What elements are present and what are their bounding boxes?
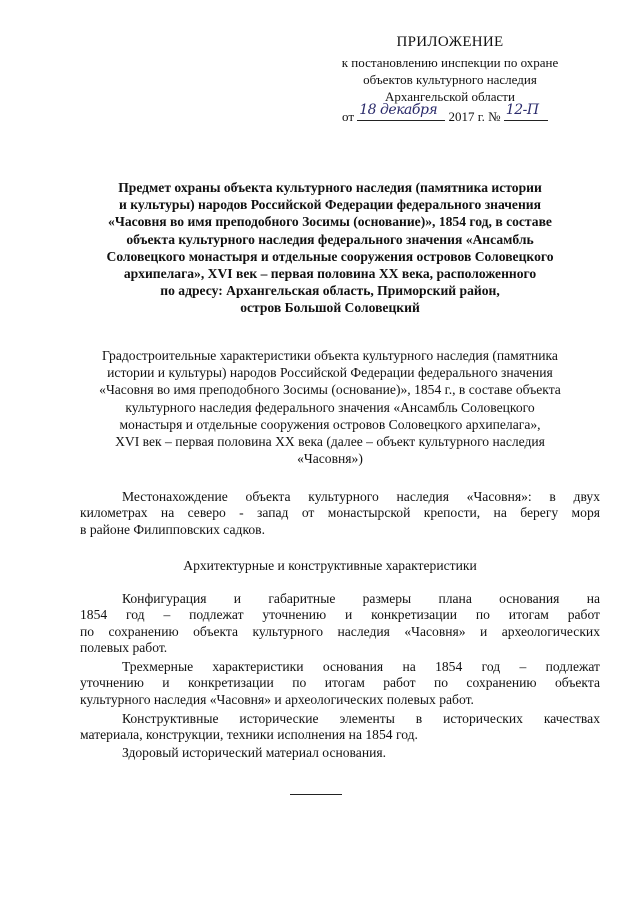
- subheading-line: истории и культуры) народов Российской Федерации федерального значения: [107, 365, 553, 381]
- urban-characteristics-heading: [70, 347, 590, 467]
- heading-line: остров Большой Соловецкий: [240, 300, 420, 316]
- paragraph-line: 1854 год – подлежат уточнению и конкретизации по итогам работ: [80, 607, 600, 623]
- heading-line: по адресу: Архангельская область, Приморский район,: [160, 283, 500, 299]
- subheading-line: XVI век – первая половина XX века (далее – объект культурного наследия: [115, 434, 545, 450]
- subheading-line: монастыря и отдельные сооружения островов Соловецкого архипелага»,: [119, 416, 541, 432]
- configuration-paragraph: [80, 591, 600, 657]
- year-text: 2017 г. №: [448, 109, 501, 124]
- handwritten-date-text: 18 декабря: [359, 102, 438, 118]
- subheading-line: Градостроительные характеристики объекта культурного наследия (памятника: [102, 348, 558, 363]
- paragraph-line: культурного наследия «Часовня» и археологических полевых работ.: [80, 691, 474, 707]
- appendix-title: ПРИЛОЖЕНИЕ: [396, 34, 504, 50]
- subheading-line: культурного наследия федерального значения «Ансамбль Соловецкого: [125, 399, 535, 415]
- end-divider: [290, 794, 342, 795]
- handwritten-number: [504, 102, 548, 121]
- heading-line: объекта культурного наследия федерального значения «Ансамбль: [126, 231, 534, 247]
- heading-line: Предмет охраны объекта культурного наследия (памятника истории: [118, 180, 542, 195]
- heading-line: Соловецкого монастыря и отдельные сооружения островов Соловецкого: [106, 248, 554, 264]
- appendix-block: [300, 34, 600, 125]
- paragraph-line: уточнению и конкретизации по итогам работ по сохранению объекта: [80, 675, 600, 691]
- heading-line: архипелага», XVI век – первая половина XX века, расположенного: [123, 266, 537, 282]
- paragraph-line: материала, конструкции, техники исполнения на 1854 год.: [80, 727, 418, 743]
- subheading-line: «Часовня во имя преподобного Зосимы (основание)», 1854 г., в составе объекта: [99, 382, 561, 398]
- paragraph-line: Местонахождение объекта культурного наследия «Часовня»: в двух: [122, 489, 600, 504]
- paragraph-line: по сохранению объекта культурного наследия «Часовня» и археологических: [80, 623, 600, 639]
- paragraph-line: километрах на северо - запад от монастырской крепости, на берегу моря: [80, 505, 600, 521]
- paragraph-line: Конфигурация и габаритные размеры плана основания на: [122, 591, 600, 606]
- heading-line: «Часовня во имя преподобного Зосимы (основание)», 1854 год, в составе: [108, 214, 552, 230]
- heading-line: и культуры) народов Российской Федерации федерального значения: [119, 197, 541, 213]
- constructive-paragraph: [80, 711, 600, 744]
- handwritten-number-text: 12-П: [505, 102, 539, 118]
- section-title: Архитектурные и конструктивные характеристики: [183, 558, 477, 573]
- appendix-line-1: к постановлению инспекции по охране: [341, 55, 559, 70]
- location-paragraph: [80, 489, 600, 538]
- appendix-line-2: объектов культурного наследия: [363, 72, 537, 87]
- date-prefix: от: [342, 109, 355, 124]
- paragraph-line: в районе Филипповских садков.: [80, 521, 265, 537]
- healthy-material-paragraph: [80, 745, 600, 761]
- appendix-line-3: Архангельской области: [385, 89, 515, 104]
- paragraph-line: Здоровый исторический материал основания.: [122, 745, 387, 760]
- paragraph-line: Трехмерные характеристики основания на 1854 год – подлежат: [122, 659, 600, 674]
- subheading-line: «Часовня»): [297, 451, 363, 467]
- paragraph-line: полевых работ.: [80, 640, 168, 656]
- three-dimensional-paragraph: [80, 659, 600, 708]
- handwritten-date: [357, 102, 445, 121]
- appendix-date-line: [300, 102, 600, 125]
- paragraph-line: Конструктивные исторические элементы в исторических качествах: [122, 711, 600, 726]
- document-heading: [70, 179, 590, 317]
